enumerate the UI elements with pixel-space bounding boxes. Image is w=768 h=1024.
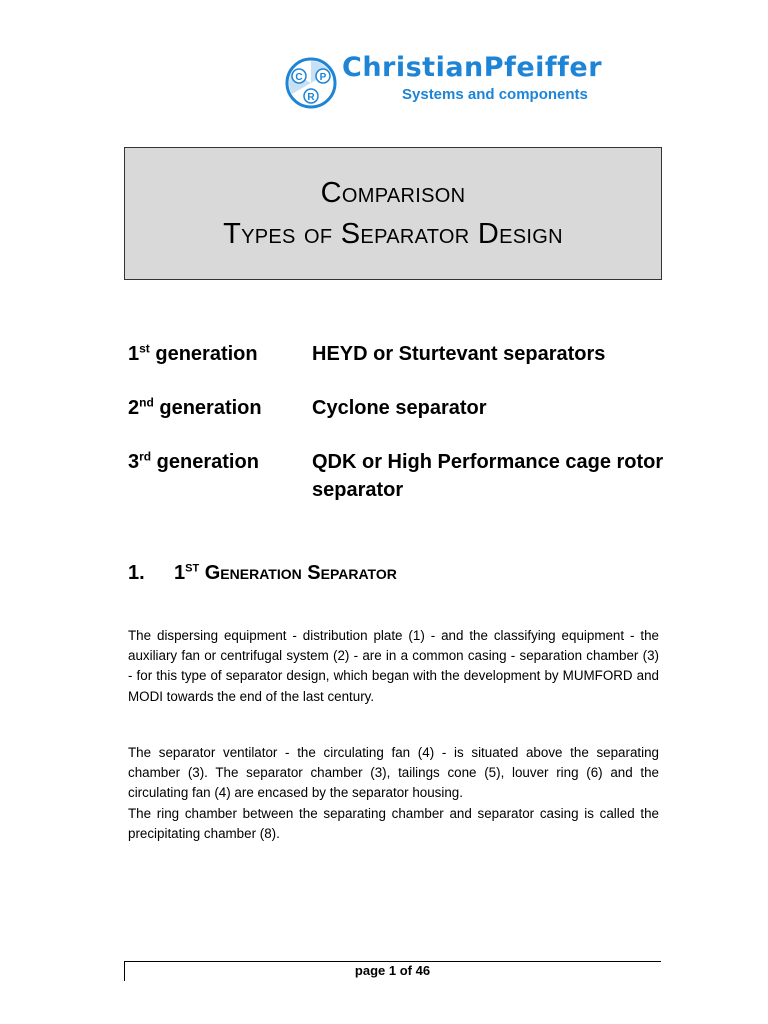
generation-description: HEYD or Sturtevant separators [312,343,606,365]
generation-label: 1st generation [128,341,258,365]
company-logo [284,52,664,112]
paragraph-text: The separator ventilator - the circulating fan (4) - is situated above the separating chamber (3). The separator chamber (3), tailings cone (5), louver ring (6) and the circulating fan (4) are encased by the separator housing. [128,745,659,801]
generation-label: 3rd generation [128,449,259,473]
logo-letter-c: C [295,72,303,83]
section-title: 1ST Generation Separator [174,562,397,584]
title-line-1: Comparison [320,176,466,209]
title-box [124,147,662,280]
brand-name: ChristianPfeiffer [342,52,603,83]
paragraph-1 [128,626,659,707]
brand-tagline: Systems and components [402,86,588,103]
logo-mark-icon [284,56,338,110]
paragraph-text: The dispersing equipment - distribution plate (1) - and the classifying equipment - the auxiliary fan or centrifugal system (2) - are in a common casing - separation chamber (3) - for this type of separator design, which began with the development by MUMFORD and MODI towards the end of the last century. [128,628,659,704]
paragraph-text: The ring chamber between the separating chamber and separator casing is called the precipitating chamber (8). [128,805,659,841]
section-number: 1. [128,562,145,584]
paragraph-2 [128,743,659,844]
logo-letter-p: P [319,72,327,83]
generation-label: 2nd generation [128,395,262,419]
generation-description: QDK or High Performance cage rotor separator [312,451,664,501]
logo-letter-r: R [307,92,315,103]
title-line-2: Types of Separator Design [223,217,563,250]
page-number: page 1 of 46 [354,963,431,978]
footer-rule [124,961,661,962]
generation-description: Cyclone separator [312,397,487,419]
